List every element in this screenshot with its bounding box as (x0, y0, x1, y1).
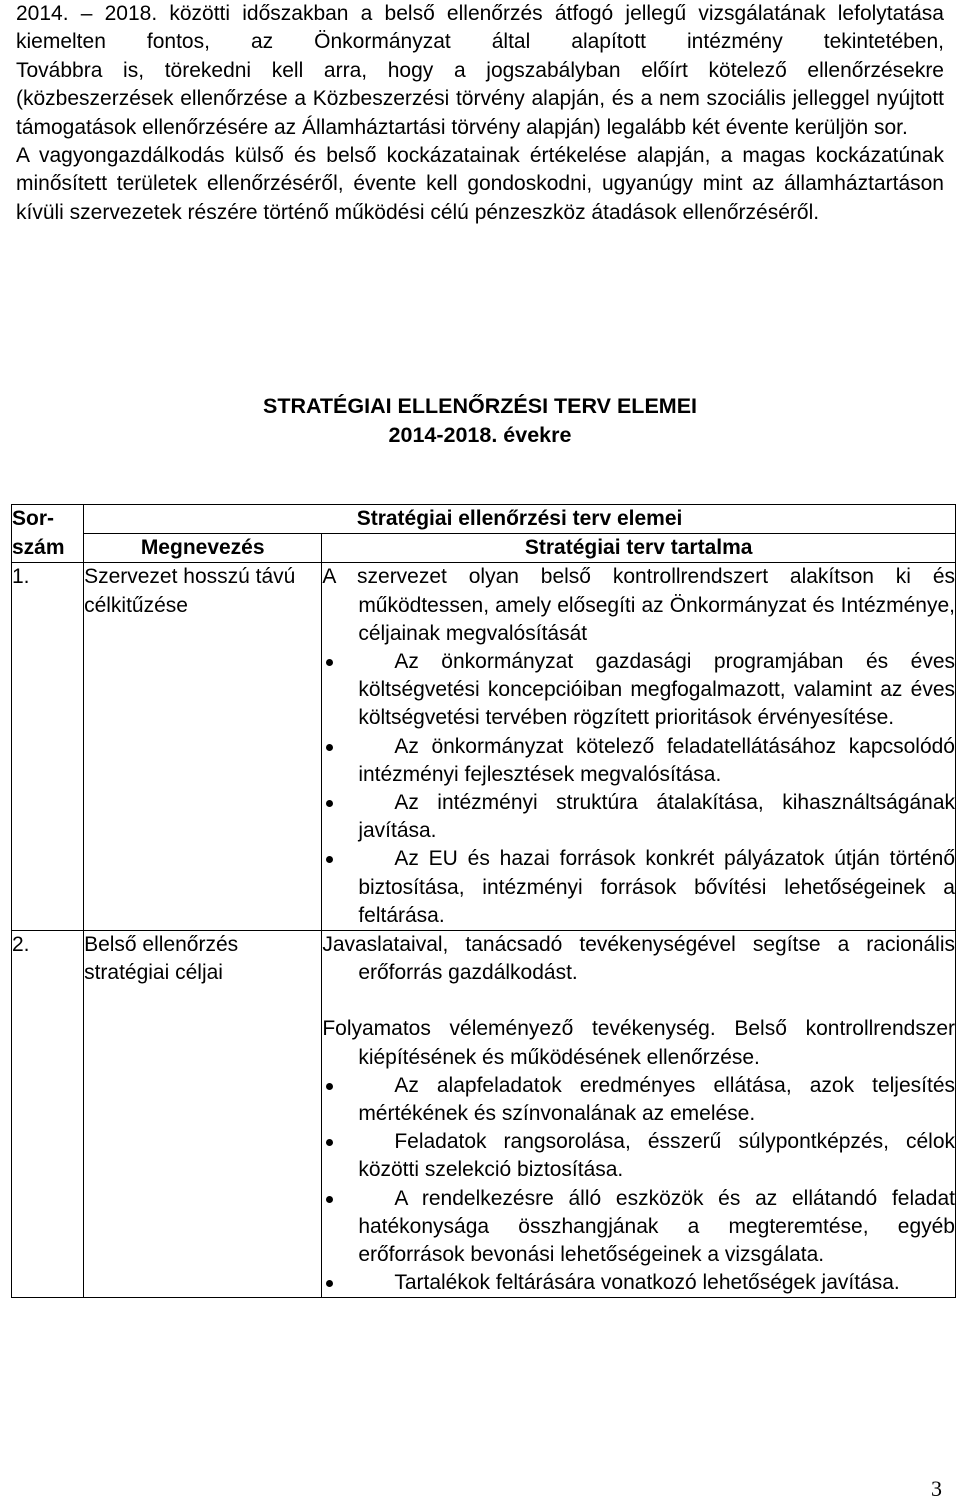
bullet-icon (326, 1280, 333, 1287)
bullet-icon (326, 1139, 333, 1146)
strategy-table (11, 504, 956, 1298)
list-item: Az intézményi struktúra átalakítása, kihasználtságának javítása. (358, 789, 955, 845)
list-item: Feladatok rangsorolása, ésszerű súlypontképzés, célok közötti szelekció biztosítása. (358, 1128, 955, 1184)
intro-paragraph-1: 2014. – 2018. közötti időszakban a belső ellenőrzés átfogó jellegű vizsgálatának lefolytatása kiemelten fontos, az Önkormányzat által alapított intézmény tekintetében, (16, 2, 944, 54)
row-number: 1. (12, 563, 84, 931)
header-megnevezes: Megnevezés (84, 534, 322, 563)
bullet-icon (326, 800, 333, 807)
list-item: Az alapfeladatok eredményes ellátása, azok teljesítés mértékének és színvonalának az emelése. (358, 1072, 955, 1128)
list-item: Az önkormányzat kötelező feladatellátásához kapcsolódó intézményi fejlesztések megvalósítása. (358, 733, 955, 789)
table-header-row-2 (12, 534, 956, 563)
list-item: Az önkormányzat gazdasági programjában és éves költségvetési koncepcióiban megfogalmazott, valamint az éves költségvetési tervében rögzített prioritások érvényesítése. (358, 648, 955, 733)
section-subtitle: 2014-2018. évekre (388, 423, 572, 447)
header-sor: Sor- (12, 505, 84, 534)
list-item: Tartalékok feltárására vonatkozó lehetőségek javítása. (358, 1269, 955, 1297)
table-row (12, 931, 956, 1298)
intro-paragraph-3: A vagyongazdálkodás külső és belső kockázatainak értékelése alapján, a magas kockázatúnak minősített területek ellenőrzéséről, évente kell gondoskodni, ugyanúgy mint az államháztartáson kívüli szervezetek részére történő működési célú pénzeszköz átadások ellenőrzéséről. (16, 144, 944, 224)
row-lead: Javaslataival, tanácsadó tevékenységével segítse a racionális erőforrás gazdálkodást. (322, 933, 955, 985)
row-lead: A szervezet olyan belső kontrollrendszert alakítson ki és működtessen, amely elősegíti az Önkormányzat és Intézménye, céljainak megvalósítását (322, 565, 955, 645)
header-tartalma: Stratégiai terv tartalma (322, 534, 956, 563)
page-number: 3 (931, 1476, 942, 1501)
header-szam: szám (12, 534, 84, 563)
bullet-icon (326, 744, 333, 751)
bullet-icon (326, 1083, 333, 1090)
row-number: 2. (12, 931, 84, 1298)
row-lead-2: Folyamatos véleményező tevékenység. Belső kontrollrendszer kiépítésének és működésének ellenőrzése. (322, 1017, 955, 1069)
section-title: STRATÉGIAI ELLENŐRZÉSI TERV ELEMEI (262, 394, 698, 418)
intro-text (16, 0, 944, 227)
list-item: Az EU és hazai források konkrét pályázatok útján történő biztosítása, intézményi források bővítési lehetőségeinek a feltárása. (358, 845, 955, 930)
row-name: Belső ellenőrzés stratégiai céljai (84, 931, 322, 1298)
bullet-icon (326, 856, 333, 863)
bullet-icon (326, 659, 333, 666)
intro-paragraph-2: Továbbra is, törekedni kell arra, hogy a jogszabályban előírt kötelező ellenőrzésekre (közbeszerzések ellenőrzése a Közbeszerzési törvény alapján, és a nem szociális jelleggel nyújtott támogatások ellenőrzésére az Államháztartási törvény alapján) legalább két évente kerüljön sor. (16, 58, 944, 139)
bullet-icon (326, 1196, 333, 1203)
table-header-row-1 (12, 505, 956, 534)
header-group: Stratégiai ellenőrzési terv elemei (84, 505, 956, 534)
row-content (322, 931, 956, 1298)
row-content (322, 563, 956, 931)
row-name: Szervezet hosszú távú célkitűzése (84, 563, 322, 931)
table-row (12, 563, 956, 931)
list-item: A rendelkezésre álló eszközök és az ellátandó feladat hatékonysága összhangjának a megteremtése, egyéb erőforrások bevonási lehetőségeinek a vizsgálata. (358, 1185, 955, 1270)
